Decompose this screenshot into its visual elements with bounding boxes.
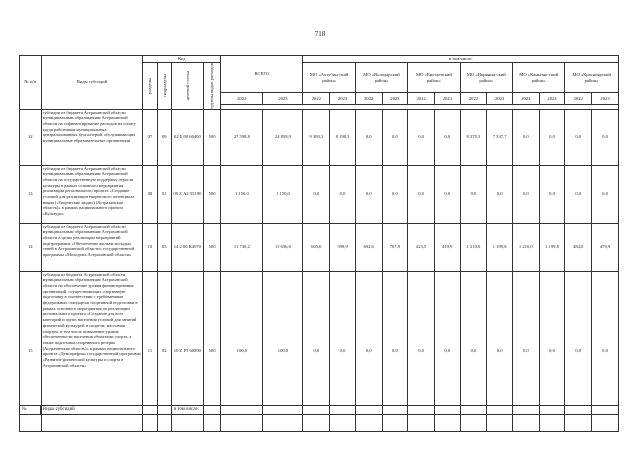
value-cell: 692,6	[355, 223, 382, 271]
value-cell: 423,5	[408, 223, 435, 271]
value-cell: 0,0	[487, 165, 513, 223]
value-cell: 1 199,8	[487, 223, 513, 271]
year-2022: 2022	[221, 93, 263, 105]
row-description: субсидии из бюджета Астраханской области муниципальным образованиям Астраханской области на государственную поддержку отрасли культуры в рамках основного мероприятия реализации регионального проекта «Создание условий для реализации творческого потенциала нации («Творческие люди») (Астраханская область)» в рамках национального проекта «Культура»	[41, 165, 143, 223]
footer-type: Виды субсидий	[41, 406, 172, 415]
value-cell: 1 150,0	[221, 165, 263, 223]
value-cell: 0,0	[303, 271, 330, 431]
header-district: МО «Володарский район»	[355, 63, 407, 93]
value-cell: 0,0	[539, 165, 565, 223]
code-target: 02 Б 00 60400	[171, 109, 203, 165]
code-subsection: 09	[157, 109, 171, 165]
value-cell: 7 537,7	[487, 109, 513, 165]
row-description: субсидии из бюджета Астраханской области муниципальным образованиям Астраханской области на софинансирование расходов на оплату труда работников муниципальных централизованных бухгалтерий, обслуживающих муниципальные образовательные организации	[41, 109, 143, 165]
header-type: Виды субсидий	[41, 56, 143, 110]
value-cell: 419,9	[434, 223, 460, 271]
value-cell: 9 309,3	[303, 109, 330, 165]
value-cell: 707,9	[382, 223, 408, 271]
value-cell: 0,0	[408, 109, 435, 165]
code-section: 08	[143, 165, 157, 223]
value-cell: 0,0	[434, 271, 460, 431]
value-cell: 0,0	[565, 165, 592, 223]
value-cell: 0,0	[512, 165, 539, 223]
year-2023: 2023	[263, 93, 303, 105]
table-row	[20, 223, 619, 271]
code-subsection: 01	[157, 165, 171, 223]
value-cell: 0,0	[512, 109, 539, 165]
value-cell: 599,9	[330, 223, 356, 271]
value-cell: 0,0	[539, 109, 565, 165]
value-cell: 0,0	[355, 271, 382, 431]
value-cell: 0,0	[434, 109, 460, 165]
code-target: 09 Z А2 55190	[171, 165, 203, 223]
value-cell: 1 150,0	[263, 165, 303, 223]
header-total: ВСЕГО	[221, 56, 303, 93]
value-cell: 0,0	[539, 271, 565, 431]
code-group: 500	[203, 109, 220, 165]
header-code-group: группы видов расходов	[209, 63, 215, 109]
year-2022: 2022	[565, 93, 592, 105]
value-cell: 0,0	[303, 165, 330, 223]
value-cell: 484,0	[565, 223, 592, 271]
value-cell: 8 375,3	[460, 109, 487, 165]
value-cell: 0,0	[487, 271, 513, 431]
value-cell: 1 210,0	[512, 223, 539, 271]
header-code-target: целевой статьи	[184, 71, 190, 101]
page-number: 718	[314, 30, 326, 38]
value-cell: 479,9	[592, 223, 619, 271]
value-cell: 0,0	[592, 165, 619, 223]
value-cell: 0,0	[512, 271, 539, 431]
value-cell: 8 198,3	[330, 109, 356, 165]
row-number: 12	[20, 109, 42, 165]
value-cell: 1 199,8	[539, 223, 565, 271]
value-cell: 24 858,9	[263, 109, 303, 165]
code-section: 07	[143, 109, 157, 165]
table-row	[20, 109, 619, 165]
code-target: 14 2 00 R4970	[171, 223, 203, 271]
value-cell: 0,0	[408, 271, 435, 431]
row-description: субсидии из бюджета Астраханской области муниципальным образованиям Астраханской области в целях реализации мероприятий подпрограммы «Обеспечение жильем молодых семей в Астраханской области» государственной программы «Молодежь Астраханской области»	[41, 223, 143, 271]
year-2023: 2023	[330, 93, 356, 105]
value-cell: 0,0	[330, 165, 356, 223]
value-cell: 0,0	[382, 165, 408, 223]
value-cell: 0,0	[408, 165, 435, 223]
value-cell: 27 598,8	[221, 109, 263, 165]
footer-num: №	[20, 406, 41, 415]
value-cell: 11 730,2	[221, 223, 263, 271]
header-code: Код	[143, 56, 221, 63]
row-number: 14	[20, 223, 42, 271]
header-district: МО «Красноярский район»	[565, 63, 619, 93]
table-row	[20, 165, 619, 223]
code-target: 10 Z Р5 60890	[171, 271, 203, 431]
header-district: МО «Икрянин-ский район»	[460, 63, 512, 93]
value-cell: 11 656,0	[263, 223, 303, 271]
code-subsection: 03	[157, 223, 171, 271]
code-group: 500	[203, 165, 220, 223]
year-2023: 2023	[539, 93, 565, 105]
header-incl: в том числе:	[303, 56, 619, 63]
header-num: № п/п	[20, 56, 42, 110]
header-district: МО «Ахтубин-ский район»	[303, 63, 355, 93]
value-cell: 0,0	[460, 271, 487, 431]
row-number: 15	[20, 271, 42, 431]
year-2023: 2023	[434, 93, 460, 105]
value-cell: 100,0	[263, 271, 303, 431]
row-number: 13	[20, 165, 42, 223]
year-2022: 2022	[303, 93, 330, 105]
code-group: 500	[203, 223, 220, 271]
year-2022: 2022	[355, 93, 382, 105]
value-cell: 1 210,0	[460, 223, 487, 271]
code-subsection: 02	[157, 271, 171, 431]
value-cell: 0,0	[330, 271, 356, 431]
value-cell: 605,0	[303, 223, 330, 271]
header-code-section: разделы	[147, 77, 153, 94]
year-2022: 2022	[512, 93, 539, 105]
header-district: МО «Камызяк-ский район»	[512, 63, 564, 93]
year-2023: 2023	[487, 93, 513, 105]
value-cell: 0,0	[355, 165, 382, 223]
code-section: 10	[143, 223, 157, 271]
value-cell: 0,0	[565, 109, 592, 165]
subsidies-table	[19, 55, 619, 432]
value-cell: 0,0	[355, 109, 382, 165]
code-group: 500	[203, 271, 220, 431]
value-cell: 0,0	[592, 109, 619, 165]
code-section: 11	[143, 271, 157, 431]
row-description: субсидия из бюджета Астраханской области муниципальным образованиям Астраханской области на обеспечение уровня финансирования организаций, осуществляющих спортивную подготовку в соответствии с требованиями федеральных стандартов спортивной подготовки в рамках основного мероприятия по реализации регионального проекта «Создание для всех категорий и групп населения условий для занятий физической культурой и спортом, массовым спортом, в том числе повышение уровня обеспеченности населения объектами спорта, а также подготовка спортивного резерва (Астраханская область)» в рамках национального проекта «Демография» государственной программы «Развитие физической культуры и спорта в Астраханской области»	[41, 271, 143, 431]
value-cell: 0,0	[434, 165, 460, 223]
value-cell: 0,0	[565, 271, 592, 431]
header-district: МО «Енотаевский район»	[408, 63, 460, 93]
value-cell: 0,0	[592, 271, 619, 431]
year-2023: 2023	[592, 93, 619, 105]
year-2022: 2022	[460, 93, 487, 105]
value-cell: 0,0	[460, 165, 487, 223]
footer-incl: в том числе:	[172, 406, 619, 415]
footer-table	[19, 405, 619, 415]
value-cell: 0,0	[382, 109, 408, 165]
year-2022: 2022	[408, 93, 435, 105]
value-cell: 100,0	[221, 271, 263, 431]
header-code-subsection: подразделы	[161, 74, 167, 98]
value-cell: 0,0	[382, 271, 408, 431]
year-2023: 2023	[382, 93, 408, 105]
